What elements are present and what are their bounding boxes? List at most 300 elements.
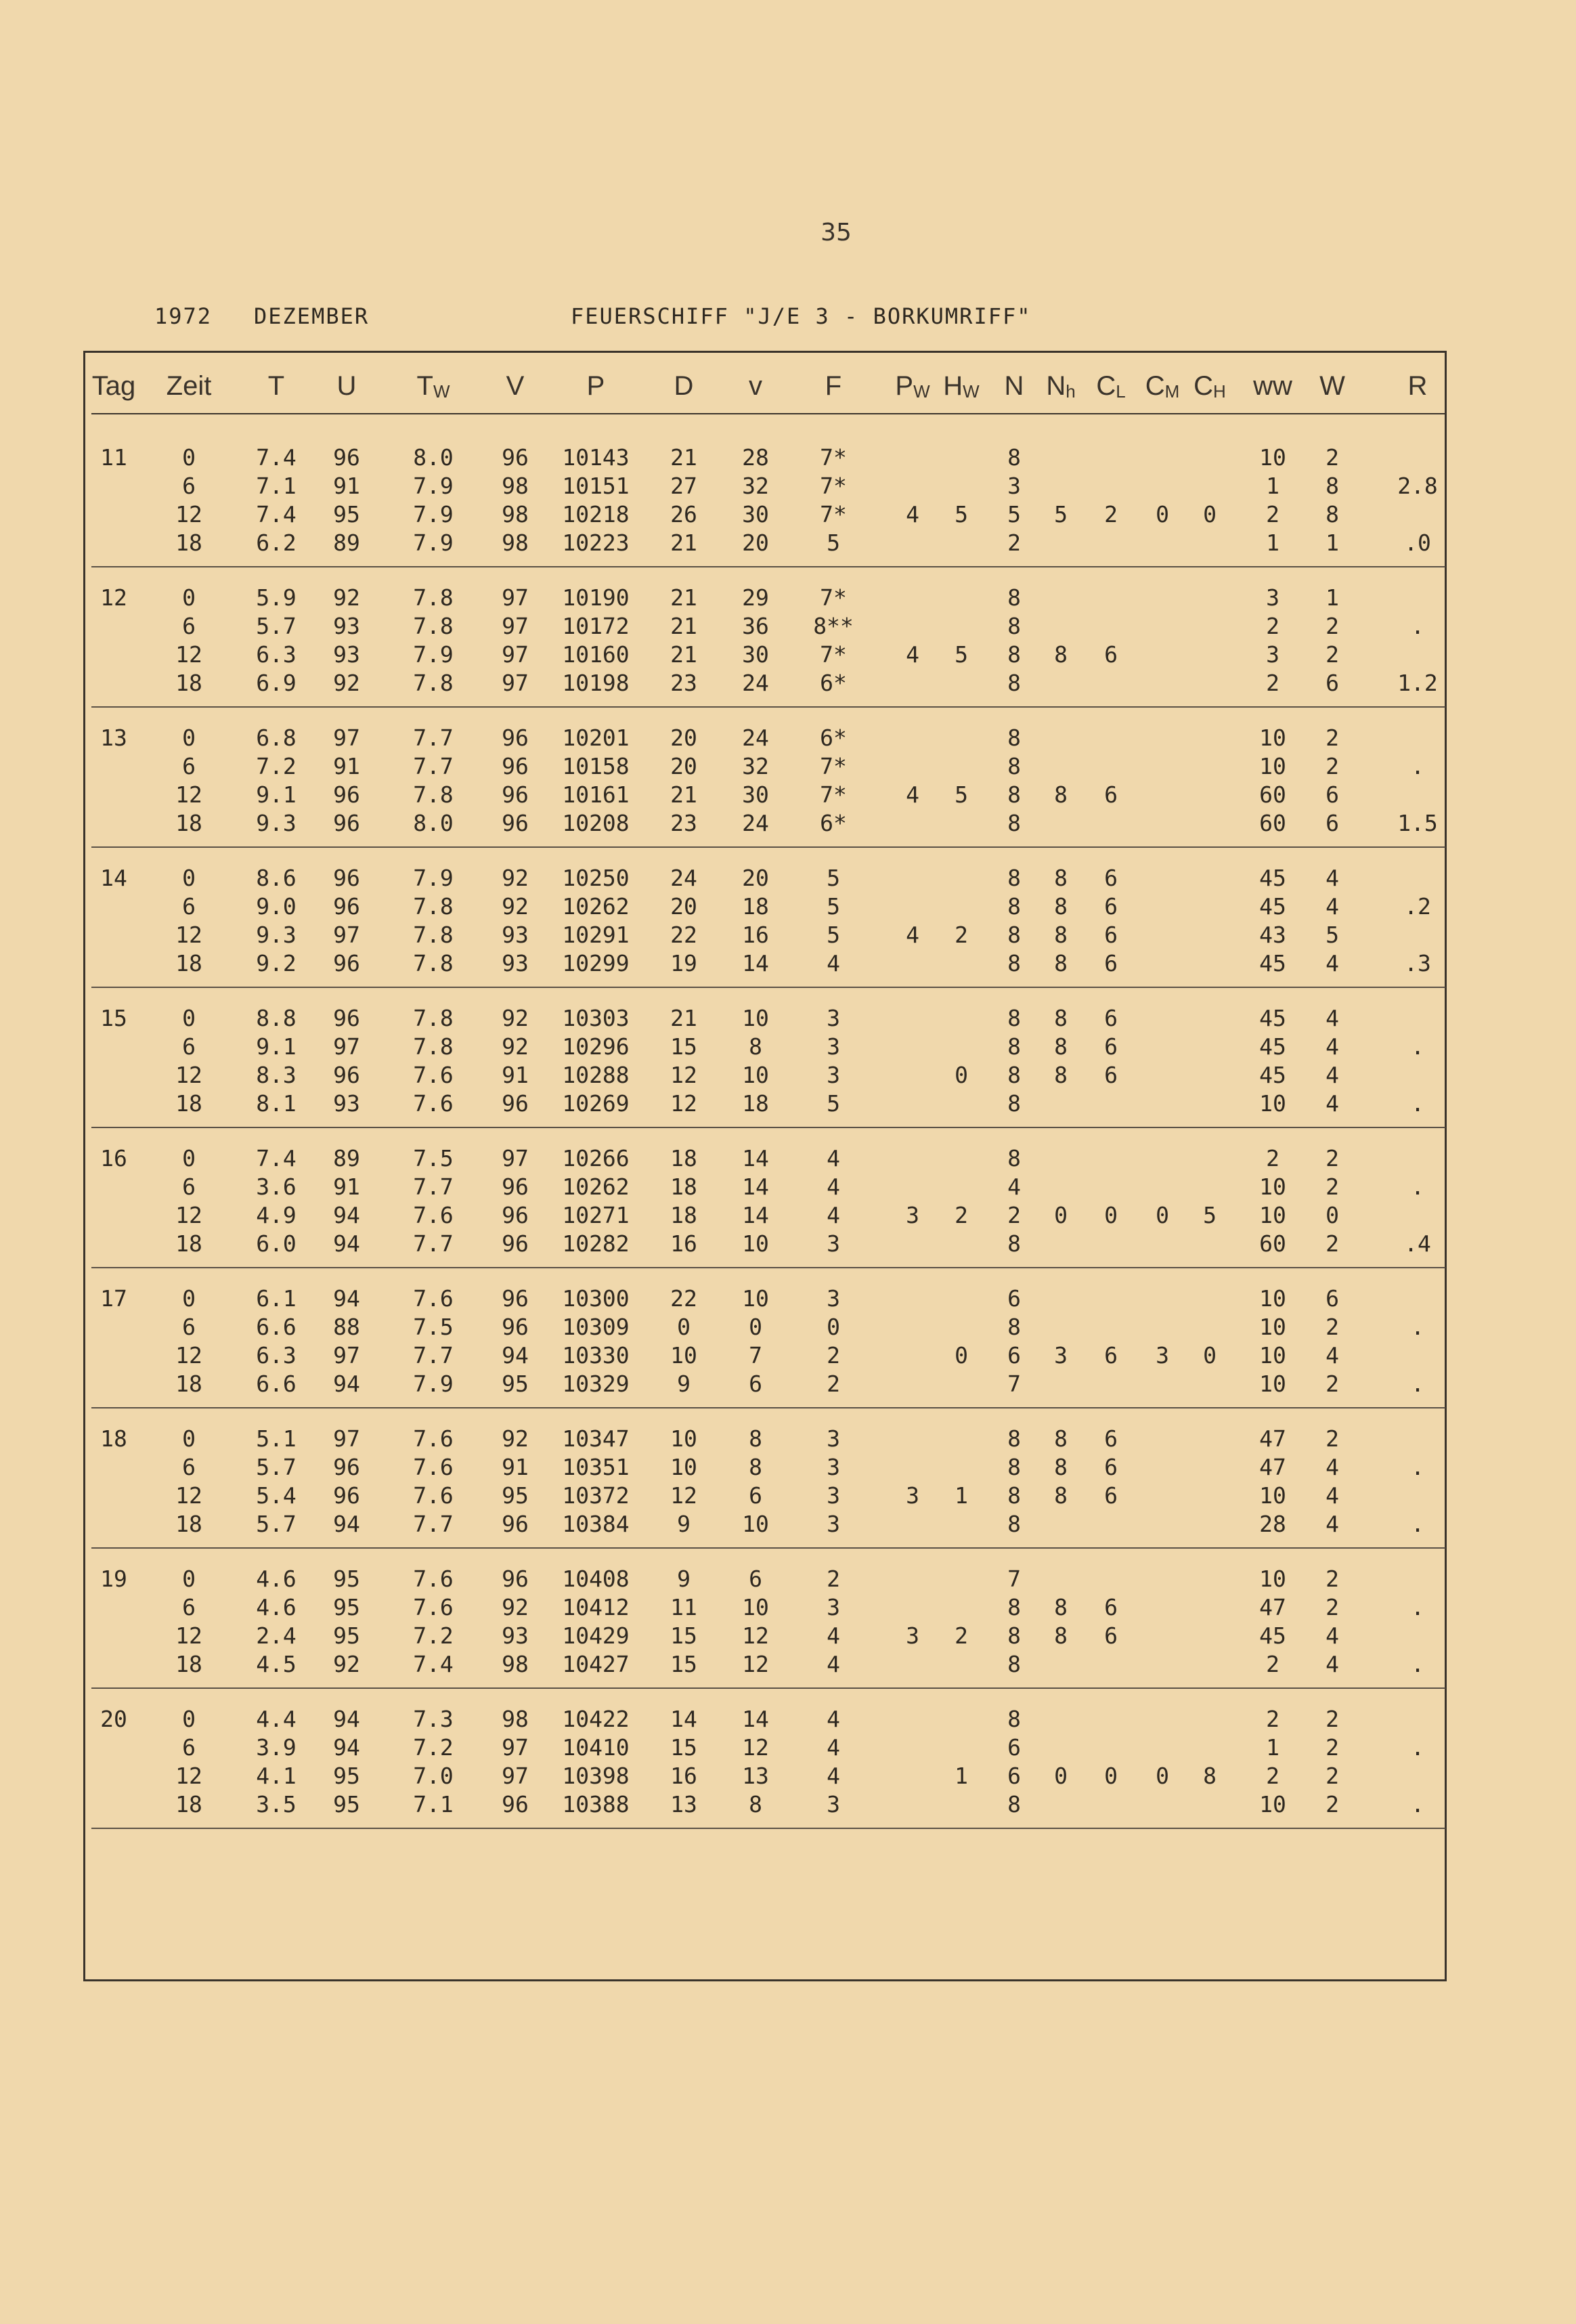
cell-W: 2 (1326, 1594, 1339, 1620)
cell-v: 13 (742, 1763, 769, 1789)
cell-T: 8.1 (256, 1090, 297, 1117)
cell-zeit: 12 (175, 1202, 202, 1228)
cell-T: 6.2 (256, 530, 297, 556)
cell-ww: 43 (1259, 922, 1286, 948)
cell-v: 7 (749, 1342, 762, 1369)
cell-V: 97 (502, 1145, 529, 1171)
cell-D: 21 (670, 444, 697, 471)
cell-zeit: 18 (175, 950, 202, 976)
cell-N: 8 (1007, 950, 1021, 976)
column-header-label: T (416, 371, 433, 401)
cell-T: 6.3 (256, 641, 297, 668)
cell-P: 10412 (562, 1594, 630, 1620)
column-header-V (485, 369, 546, 403)
column-header-label: P (586, 371, 605, 401)
cell-D: 15 (670, 1651, 697, 1677)
cell-V: 96 (502, 1202, 529, 1228)
cell-U: 96 (333, 1005, 360, 1031)
cell-v: 36 (742, 613, 769, 639)
cell-Hw: 1 (955, 1482, 968, 1509)
cell-Pw: 3 (906, 1202, 919, 1228)
cell-CH: 0 (1203, 1342, 1217, 1369)
column-header-label: N (1004, 371, 1024, 401)
cell-F: 8** (813, 613, 854, 639)
cell-CH: 0 (1203, 501, 1217, 528)
cell-U: 96 (333, 1482, 360, 1509)
cell-P: 10208 (562, 810, 630, 836)
cell-Tw: 7.6 (413, 1454, 454, 1480)
column-header-CL (1084, 369, 1138, 403)
cell-F: 3 (827, 1033, 840, 1060)
cell-V: 96 (502, 1230, 529, 1257)
cell-U: 94 (333, 1285, 360, 1312)
column-header-label: Zeit (166, 371, 212, 401)
cell-CL: 6 (1104, 1594, 1118, 1620)
cell-V: 96 (502, 1174, 529, 1200)
header-station: FEUERSCHIFF "J/E 3 - BORKUMRIFF" (571, 303, 1032, 329)
cell-D: 22 (670, 922, 697, 948)
cell-v: 8 (749, 1425, 762, 1452)
cell-U: 96 (333, 781, 360, 808)
cell-Hw: 0 (955, 1062, 968, 1088)
cell-W: 4 (1326, 1033, 1339, 1060)
cell-P: 10330 (562, 1342, 630, 1369)
cell-P: 10269 (562, 1090, 630, 1117)
cell-U: 96 (333, 1454, 360, 1480)
cell-v: 14 (742, 950, 769, 976)
cell-D: 11 (670, 1594, 697, 1620)
cell-Tw: 7.4 (413, 1651, 454, 1677)
cell-W: 2 (1326, 1314, 1339, 1340)
cell-U: 96 (333, 950, 360, 976)
cell-N: 8 (1007, 584, 1021, 611)
cell-W: 4 (1326, 893, 1339, 920)
column-header-W (1305, 369, 1359, 403)
cell-W: 4 (1326, 865, 1339, 891)
day-separator (91, 1547, 1445, 1549)
cell-CL: 6 (1104, 781, 1118, 808)
cell-P: 10351 (562, 1454, 630, 1480)
cell-R: . (1411, 1651, 1424, 1677)
cell-P: 10262 (562, 893, 630, 920)
cell-Tw: 7.8 (413, 950, 454, 976)
cell-Nh: 0 (1054, 1763, 1068, 1789)
cell-P: 10299 (562, 950, 630, 976)
cell-CL: 6 (1104, 865, 1118, 891)
cell-Pw: 3 (906, 1622, 919, 1649)
cell-T: 3.6 (256, 1174, 297, 1200)
cell-W: 2 (1326, 725, 1339, 751)
cell-N: 8 (1007, 613, 1021, 639)
cell-T: 4.6 (256, 1594, 297, 1620)
cell-zeit: 0 (182, 865, 196, 891)
cell-F: 4 (827, 1202, 840, 1228)
cell-ww: 3 (1266, 584, 1279, 611)
cell-zeit: 12 (175, 781, 202, 808)
cell-V: 95 (502, 1371, 529, 1397)
cell-T: 3.5 (256, 1791, 297, 1817)
cell-P: 10422 (562, 1706, 630, 1732)
cell-U: 93 (333, 641, 360, 668)
day-separator (91, 987, 1445, 988)
column-header-U (315, 369, 378, 403)
cell-Tw: 7.0 (413, 1763, 454, 1789)
cell-ww: 45 (1259, 1062, 1286, 1088)
cell-W: 1 (1326, 530, 1339, 556)
cell-V: 96 (502, 444, 529, 471)
cell-U: 92 (333, 1651, 360, 1677)
cell-Tw: 7.9 (413, 865, 454, 891)
cell-ww: 60 (1259, 1230, 1286, 1257)
cell-P: 10151 (562, 473, 630, 499)
cell-N: 8 (1007, 865, 1021, 891)
cell-zeit: 0 (182, 1566, 196, 1592)
cell-W: 2 (1326, 444, 1339, 471)
cell-Tw: 7.9 (413, 473, 454, 499)
column-header-subscript: H (1213, 381, 1226, 402)
cell-R: .3 (1404, 950, 1431, 976)
cell-N: 4 (1007, 1174, 1021, 1200)
cell-Nh: 8 (1054, 1622, 1068, 1649)
cell-D: 9 (677, 1371, 691, 1397)
cell-ww: 28 (1259, 1511, 1286, 1537)
cell-zeit: 18 (175, 1090, 202, 1117)
cell-Tw: 7.6 (413, 1202, 454, 1228)
cell-D: 20 (670, 725, 697, 751)
column-header-Tw (398, 369, 468, 403)
cell-R: .0 (1404, 530, 1431, 556)
cell-N: 8 (1007, 1482, 1021, 1509)
cell-W: 2 (1326, 641, 1339, 668)
cell-F: 7* (820, 473, 847, 499)
cell-CH: 5 (1203, 1202, 1217, 1228)
cell-T: 3.9 (256, 1734, 297, 1761)
cell-P: 10223 (562, 530, 630, 556)
cell-T: 6.3 (256, 1342, 297, 1369)
column-header-N (987, 369, 1041, 403)
cell-P: 10172 (562, 613, 630, 639)
day-label: 20 (100, 1706, 127, 1732)
cell-ww: 47 (1259, 1454, 1286, 1480)
cell-N: 8 (1007, 444, 1021, 471)
cell-Nh: 8 (1054, 950, 1068, 976)
cell-ww: 45 (1259, 1033, 1286, 1060)
cell-D: 24 (670, 865, 697, 891)
cell-ww: 10 (1259, 1791, 1286, 1817)
cell-v: 10 (742, 1511, 769, 1537)
cell-F: 7* (820, 584, 847, 611)
cell-Pw: 3 (906, 1482, 919, 1509)
cell-P: 10410 (562, 1734, 630, 1761)
cell-V: 98 (502, 1651, 529, 1677)
cell-N: 8 (1007, 1511, 1021, 1537)
column-header-label: C (1194, 371, 1214, 401)
cell-W: 2 (1326, 1174, 1339, 1200)
cell-U: 91 (333, 753, 360, 779)
cell-U: 95 (333, 1594, 360, 1620)
cell-v: 30 (742, 781, 769, 808)
cell-Tw: 7.7 (413, 1511, 454, 1537)
cell-v: 20 (742, 865, 769, 891)
cell-F: 4 (827, 1734, 840, 1761)
cell-W: 4 (1326, 1622, 1339, 1649)
cell-D: 20 (670, 893, 697, 920)
cell-D: 12 (670, 1062, 697, 1088)
cell-CL: 6 (1104, 641, 1118, 668)
cell-zeit: 0 (182, 1145, 196, 1171)
cell-Tw: 7.6 (413, 1062, 454, 1088)
cell-P: 10429 (562, 1622, 630, 1649)
cell-Nh: 8 (1054, 1062, 1068, 1088)
cell-N: 8 (1007, 1145, 1021, 1171)
cell-R: . (1411, 1454, 1424, 1480)
cell-P: 10198 (562, 670, 630, 696)
cell-Tw: 7.8 (413, 893, 454, 920)
cell-D: 15 (670, 1734, 697, 1761)
cell-F: 4 (827, 1763, 840, 1789)
cell-v: 14 (742, 1202, 769, 1228)
cell-v: 20 (742, 530, 769, 556)
cell-v: 12 (742, 1651, 769, 1677)
cell-ww: 1 (1266, 473, 1279, 499)
cell-v: 8 (749, 1033, 762, 1060)
cell-T: 8.6 (256, 865, 297, 891)
cell-R: . (1411, 1371, 1424, 1397)
cell-zeit: 12 (175, 1763, 202, 1789)
cell-P: 10408 (562, 1566, 630, 1592)
cell-Tw: 7.8 (413, 1005, 454, 1031)
cell-CM: 0 (1156, 1763, 1169, 1789)
cell-U: 95 (333, 1622, 360, 1649)
cell-Hw: 2 (955, 1622, 968, 1649)
cell-N: 8 (1007, 1090, 1021, 1117)
cell-V: 96 (502, 725, 529, 751)
cell-V: 93 (502, 1622, 529, 1649)
cell-ww: 45 (1259, 950, 1286, 976)
cell-U: 97 (333, 725, 360, 751)
cell-ww: 45 (1259, 865, 1286, 891)
cell-U: 88 (333, 1314, 360, 1340)
cell-U: 94 (333, 1230, 360, 1257)
cell-F: 5 (827, 530, 840, 556)
cell-W: 6 (1326, 1285, 1339, 1312)
column-header-label: R (1407, 371, 1428, 401)
cell-V: 96 (502, 1566, 529, 1592)
cell-Hw: 2 (955, 1202, 968, 1228)
cell-W: 6 (1326, 781, 1339, 808)
cell-V: 92 (502, 865, 529, 891)
cell-zeit: 12 (175, 1622, 202, 1649)
cell-D: 23 (670, 670, 697, 696)
cell-ww: 2 (1266, 1145, 1279, 1171)
cell-P: 10372 (562, 1482, 630, 1509)
cell-F: 0 (827, 1314, 840, 1340)
cell-F: 7* (820, 781, 847, 808)
cell-v: 16 (742, 922, 769, 948)
cell-Nh: 3 (1054, 1342, 1068, 1369)
cell-Tw: 7.8 (413, 613, 454, 639)
cell-W: 1 (1326, 584, 1339, 611)
column-header-T (242, 369, 310, 403)
day-label: 19 (100, 1566, 127, 1592)
cell-Tw: 7.7 (413, 1342, 454, 1369)
cell-zeit: 18 (175, 1230, 202, 1257)
column-header-v (728, 369, 783, 403)
column-header-label: v (749, 371, 762, 401)
cell-T: 7.2 (256, 753, 297, 779)
day-label: 18 (100, 1425, 127, 1452)
column-header-subscript: h (1066, 381, 1076, 402)
day-separator (91, 1687, 1445, 1689)
column-header-label: N (1046, 371, 1066, 401)
cell-D: 21 (670, 613, 697, 639)
cell-ww: 10 (1259, 1202, 1286, 1228)
cell-R: 1.2 (1397, 670, 1438, 696)
cell-F: 3 (827, 1791, 840, 1817)
cell-N: 8 (1007, 922, 1021, 948)
cell-N: 8 (1007, 753, 1021, 779)
cell-F: 7* (820, 753, 847, 779)
cell-W: 4 (1326, 1651, 1339, 1677)
cell-T: 6.1 (256, 1285, 297, 1312)
cell-D: 16 (670, 1763, 697, 1789)
cell-V: 96 (502, 781, 529, 808)
cell-Tw: 7.8 (413, 584, 454, 611)
cell-Tw: 8.0 (413, 810, 454, 836)
column-header-tag (87, 369, 141, 403)
header-month: DEZEMBER (254, 303, 370, 329)
cell-Nh: 8 (1054, 1425, 1068, 1452)
cell-Nh: 8 (1054, 865, 1068, 891)
cell-zeit: 0 (182, 1005, 196, 1031)
column-header-D (657, 369, 711, 403)
cell-v: 10 (742, 1005, 769, 1031)
cell-Tw: 7.8 (413, 781, 454, 808)
cell-P: 10303 (562, 1005, 630, 1031)
cell-N: 8 (1007, 1454, 1021, 1480)
cell-W: 2 (1326, 1763, 1339, 1789)
cell-Hw: 5 (955, 501, 968, 528)
day-separator (91, 1267, 1445, 1268)
cell-D: 18 (670, 1174, 697, 1200)
column-header-R (1382, 369, 1453, 403)
cell-W: 4 (1326, 1342, 1339, 1369)
cell-ww: 2 (1266, 1763, 1279, 1789)
cell-F: 3 (827, 1005, 840, 1031)
cell-v: 0 (749, 1314, 762, 1340)
header-divider (91, 413, 1445, 414)
cell-V: 97 (502, 1763, 529, 1789)
day-separator (91, 566, 1445, 567)
column-header-label: C (1145, 371, 1165, 401)
cell-Tw: 7.9 (413, 641, 454, 668)
column-header-P (548, 369, 643, 403)
column-header-zeit (158, 369, 219, 403)
cell-F: 3 (827, 1425, 840, 1452)
cell-zeit: 18 (175, 530, 202, 556)
cell-N: 8 (1007, 670, 1021, 696)
cell-v: 14 (742, 1706, 769, 1732)
cell-U: 93 (333, 1090, 360, 1117)
column-header-CH (1183, 369, 1237, 403)
cell-U: 95 (333, 1566, 360, 1592)
cell-V: 96 (502, 1090, 529, 1117)
cell-V: 98 (502, 501, 529, 528)
cell-P: 10282 (562, 1230, 630, 1257)
column-header-Hw (934, 369, 988, 403)
cell-R: . (1411, 1791, 1424, 1817)
cell-D: 27 (670, 473, 697, 499)
cell-Tw: 7.2 (413, 1622, 454, 1649)
column-header-label: C (1096, 371, 1116, 401)
cell-Tw: 7.7 (413, 725, 454, 751)
cell-F: 5 (827, 893, 840, 920)
cell-W: 4 (1326, 1511, 1339, 1537)
day-label: 14 (100, 865, 127, 891)
cell-CL: 0 (1104, 1763, 1118, 1789)
header-year: 1972 (154, 303, 213, 329)
cell-N: 7 (1007, 1371, 1021, 1397)
cell-W: 2 (1326, 1145, 1339, 1171)
cell-F: 2 (827, 1371, 840, 1397)
cell-v: 28 (742, 444, 769, 471)
day-label: 17 (100, 1285, 127, 1312)
cell-T: 8.3 (256, 1062, 297, 1088)
cell-R: . (1411, 753, 1424, 779)
cell-U: 96 (333, 810, 360, 836)
cell-U: 89 (333, 1145, 360, 1171)
column-header-ww (1233, 369, 1312, 403)
cell-ww: 2 (1266, 670, 1279, 696)
cell-zeit: 0 (182, 584, 196, 611)
cell-zeit: 18 (175, 670, 202, 696)
cell-zeit: 6 (182, 1033, 196, 1060)
cell-Tw: 7.6 (413, 1482, 454, 1509)
cell-v: 18 (742, 1090, 769, 1117)
cell-D: 21 (670, 641, 697, 668)
cell-R: . (1411, 1090, 1424, 1117)
cell-P: 10388 (562, 1791, 630, 1817)
cell-Tw: 7.9 (413, 501, 454, 528)
cell-W: 2 (1326, 1734, 1339, 1761)
cell-ww: 2 (1266, 501, 1279, 528)
cell-N: 8 (1007, 1033, 1021, 1060)
cell-zeit: 6 (182, 893, 196, 920)
cell-D: 21 (670, 584, 697, 611)
cell-CL: 6 (1104, 1622, 1118, 1649)
cell-U: 96 (333, 893, 360, 920)
cell-V: 96 (502, 1511, 529, 1537)
cell-v: 10 (742, 1285, 769, 1312)
cell-CL: 6 (1104, 893, 1118, 920)
column-header-label: F (825, 371, 842, 401)
cell-ww: 45 (1259, 1005, 1286, 1031)
cell-T: 4.1 (256, 1763, 297, 1789)
cell-D: 21 (670, 781, 697, 808)
cell-T: 6.6 (256, 1314, 297, 1340)
cell-N: 8 (1007, 641, 1021, 668)
cell-U: 92 (333, 670, 360, 696)
cell-ww: 10 (1259, 1174, 1286, 1200)
cell-V: 91 (502, 1062, 529, 1088)
cell-Nh: 8 (1054, 922, 1068, 948)
cell-zeit: 0 (182, 1706, 196, 1732)
cell-P: 10427 (562, 1651, 630, 1677)
cell-CL: 6 (1104, 1342, 1118, 1369)
cell-U: 97 (333, 1033, 360, 1060)
cell-ww: 47 (1259, 1425, 1286, 1452)
column-header-label: T (267, 371, 285, 401)
